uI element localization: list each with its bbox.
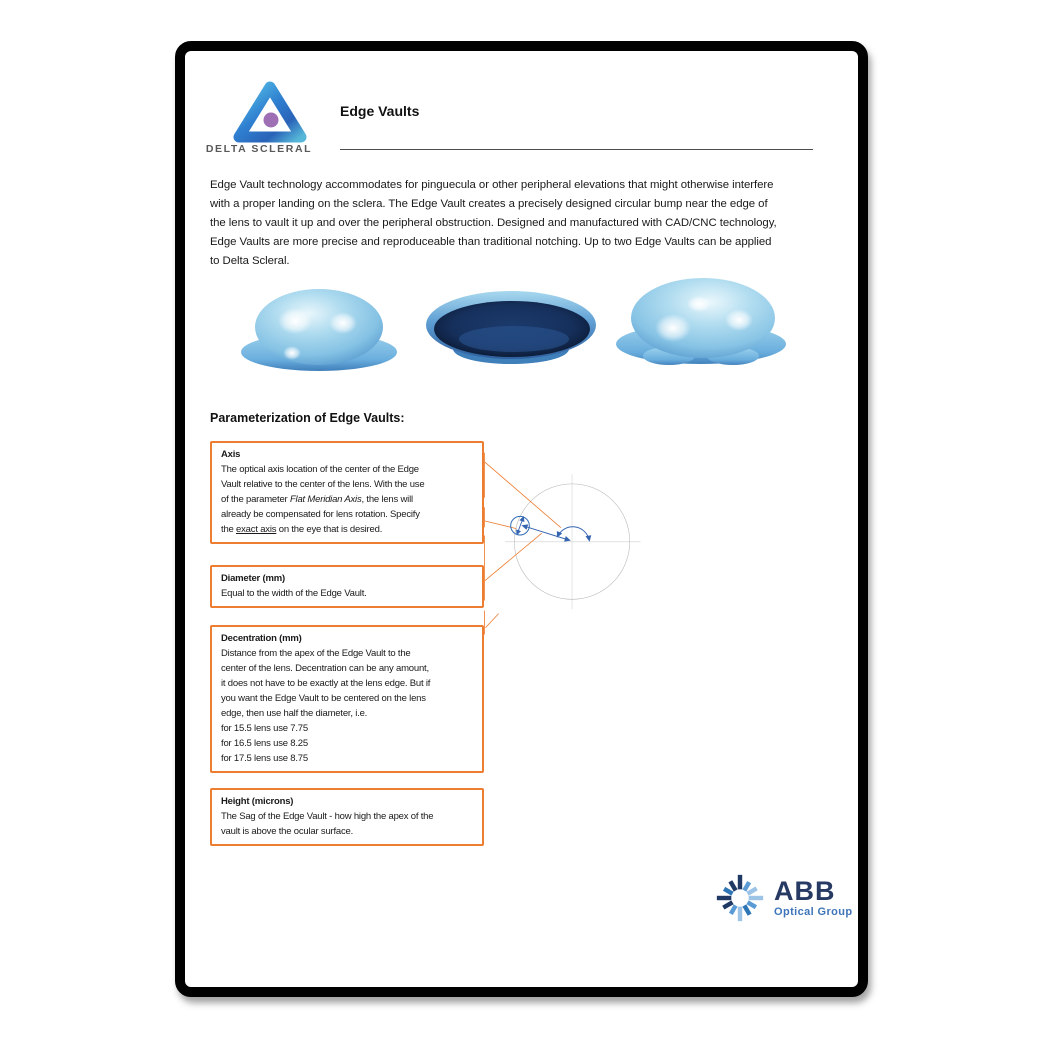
brand-name: DELTA SCLERAL bbox=[205, 143, 313, 155]
box-title: Height (microns) bbox=[221, 796, 294, 807]
delta-scleral-logo-icon bbox=[231, 79, 309, 145]
box-line: Distance from the apex of the Edge Vault to the bbox=[221, 648, 411, 659]
intro-line: with a proper landing on the sclera. The Edge Vault creates a precisely designed circular bump near the edge of bbox=[210, 198, 768, 210]
box-line: center of the lens. Decentration can be any amount, bbox=[221, 663, 429, 674]
box-title: Decentration (mm) bbox=[221, 633, 302, 644]
box-title: Diameter (mm) bbox=[221, 573, 285, 584]
intro-paragraph bbox=[210, 176, 777, 271]
box-line: the exact axis on the eye that is desired. bbox=[221, 524, 383, 535]
diameter-arrow bbox=[517, 517, 523, 534]
lens-dome-side-view bbox=[237, 283, 401, 373]
parameterization-heading: Parameterization of Edge Vaults: bbox=[210, 411, 405, 425]
param-box-axis bbox=[210, 441, 484, 544]
box-line: The optical axis location of the center of the Edge bbox=[221, 464, 419, 475]
title-divider bbox=[340, 149, 813, 150]
intro-line: the lens to vault it up and over the peripheral obstruction. Designed and manufactured with CAD/CNC technology, bbox=[210, 217, 777, 229]
box-line: for 16.5 lens use 8.25 bbox=[221, 738, 308, 749]
param-box-diameter bbox=[210, 565, 484, 608]
box-line: Vault relative to the center of the lens. With the use bbox=[221, 479, 425, 490]
height-connector bbox=[485, 614, 498, 628]
intro-line: Edge Vaults are more precise and reproduceable than traditional notching. Up to two Edge Vaults can be applied bbox=[210, 236, 772, 248]
decentration-connector bbox=[485, 533, 542, 581]
box-line: already be compensated for lens rotation. Specify bbox=[221, 509, 420, 520]
box-line: it does not have to be exactly at the lens edge. But if bbox=[221, 678, 431, 689]
box-line: you want the Edge Vault to be centered on the lens bbox=[221, 693, 426, 704]
document-page bbox=[175, 41, 868, 997]
box-line: for 17.5 lens use 8.75 bbox=[221, 753, 308, 764]
abb-starburst-icon bbox=[713, 871, 767, 925]
abb-logo bbox=[713, 871, 853, 925]
intro-line: Edge Vault technology accommodates for pinguecula or other peripheral elevations that might otherwise interfere bbox=[210, 179, 774, 191]
param-box-height bbox=[210, 788, 484, 846]
box-line: edge, then use half the diameter, i.e. bbox=[221, 708, 368, 719]
lens-underside-concave-view bbox=[424, 287, 598, 367]
edge-vault-diagram bbox=[480, 430, 880, 850]
box-line: vault is above the ocular surface. bbox=[221, 826, 354, 837]
box-line: Equal to the width of the Edge Vault. bbox=[221, 588, 367, 599]
decentration-arrow bbox=[523, 526, 570, 541]
param-box-decentration bbox=[210, 625, 484, 773]
abb-wordmark: ABB bbox=[774, 876, 836, 906]
box-line: of the parameter Flat Meridian Axis, the lens will bbox=[221, 494, 413, 505]
intro-line: to Delta Scleral. bbox=[210, 255, 290, 267]
box-line: The Sag of the Edge Vault - how high the apex of the bbox=[221, 811, 434, 822]
box-title: Axis bbox=[221, 449, 241, 460]
box-line: for 15.5 lens use 7.75 bbox=[221, 723, 308, 734]
connector-lines bbox=[485, 453, 561, 635]
lens-dome-front-view bbox=[611, 276, 793, 368]
abb-subtitle: Optical Group bbox=[774, 906, 853, 918]
page-title: Edge Vaults bbox=[340, 103, 420, 119]
